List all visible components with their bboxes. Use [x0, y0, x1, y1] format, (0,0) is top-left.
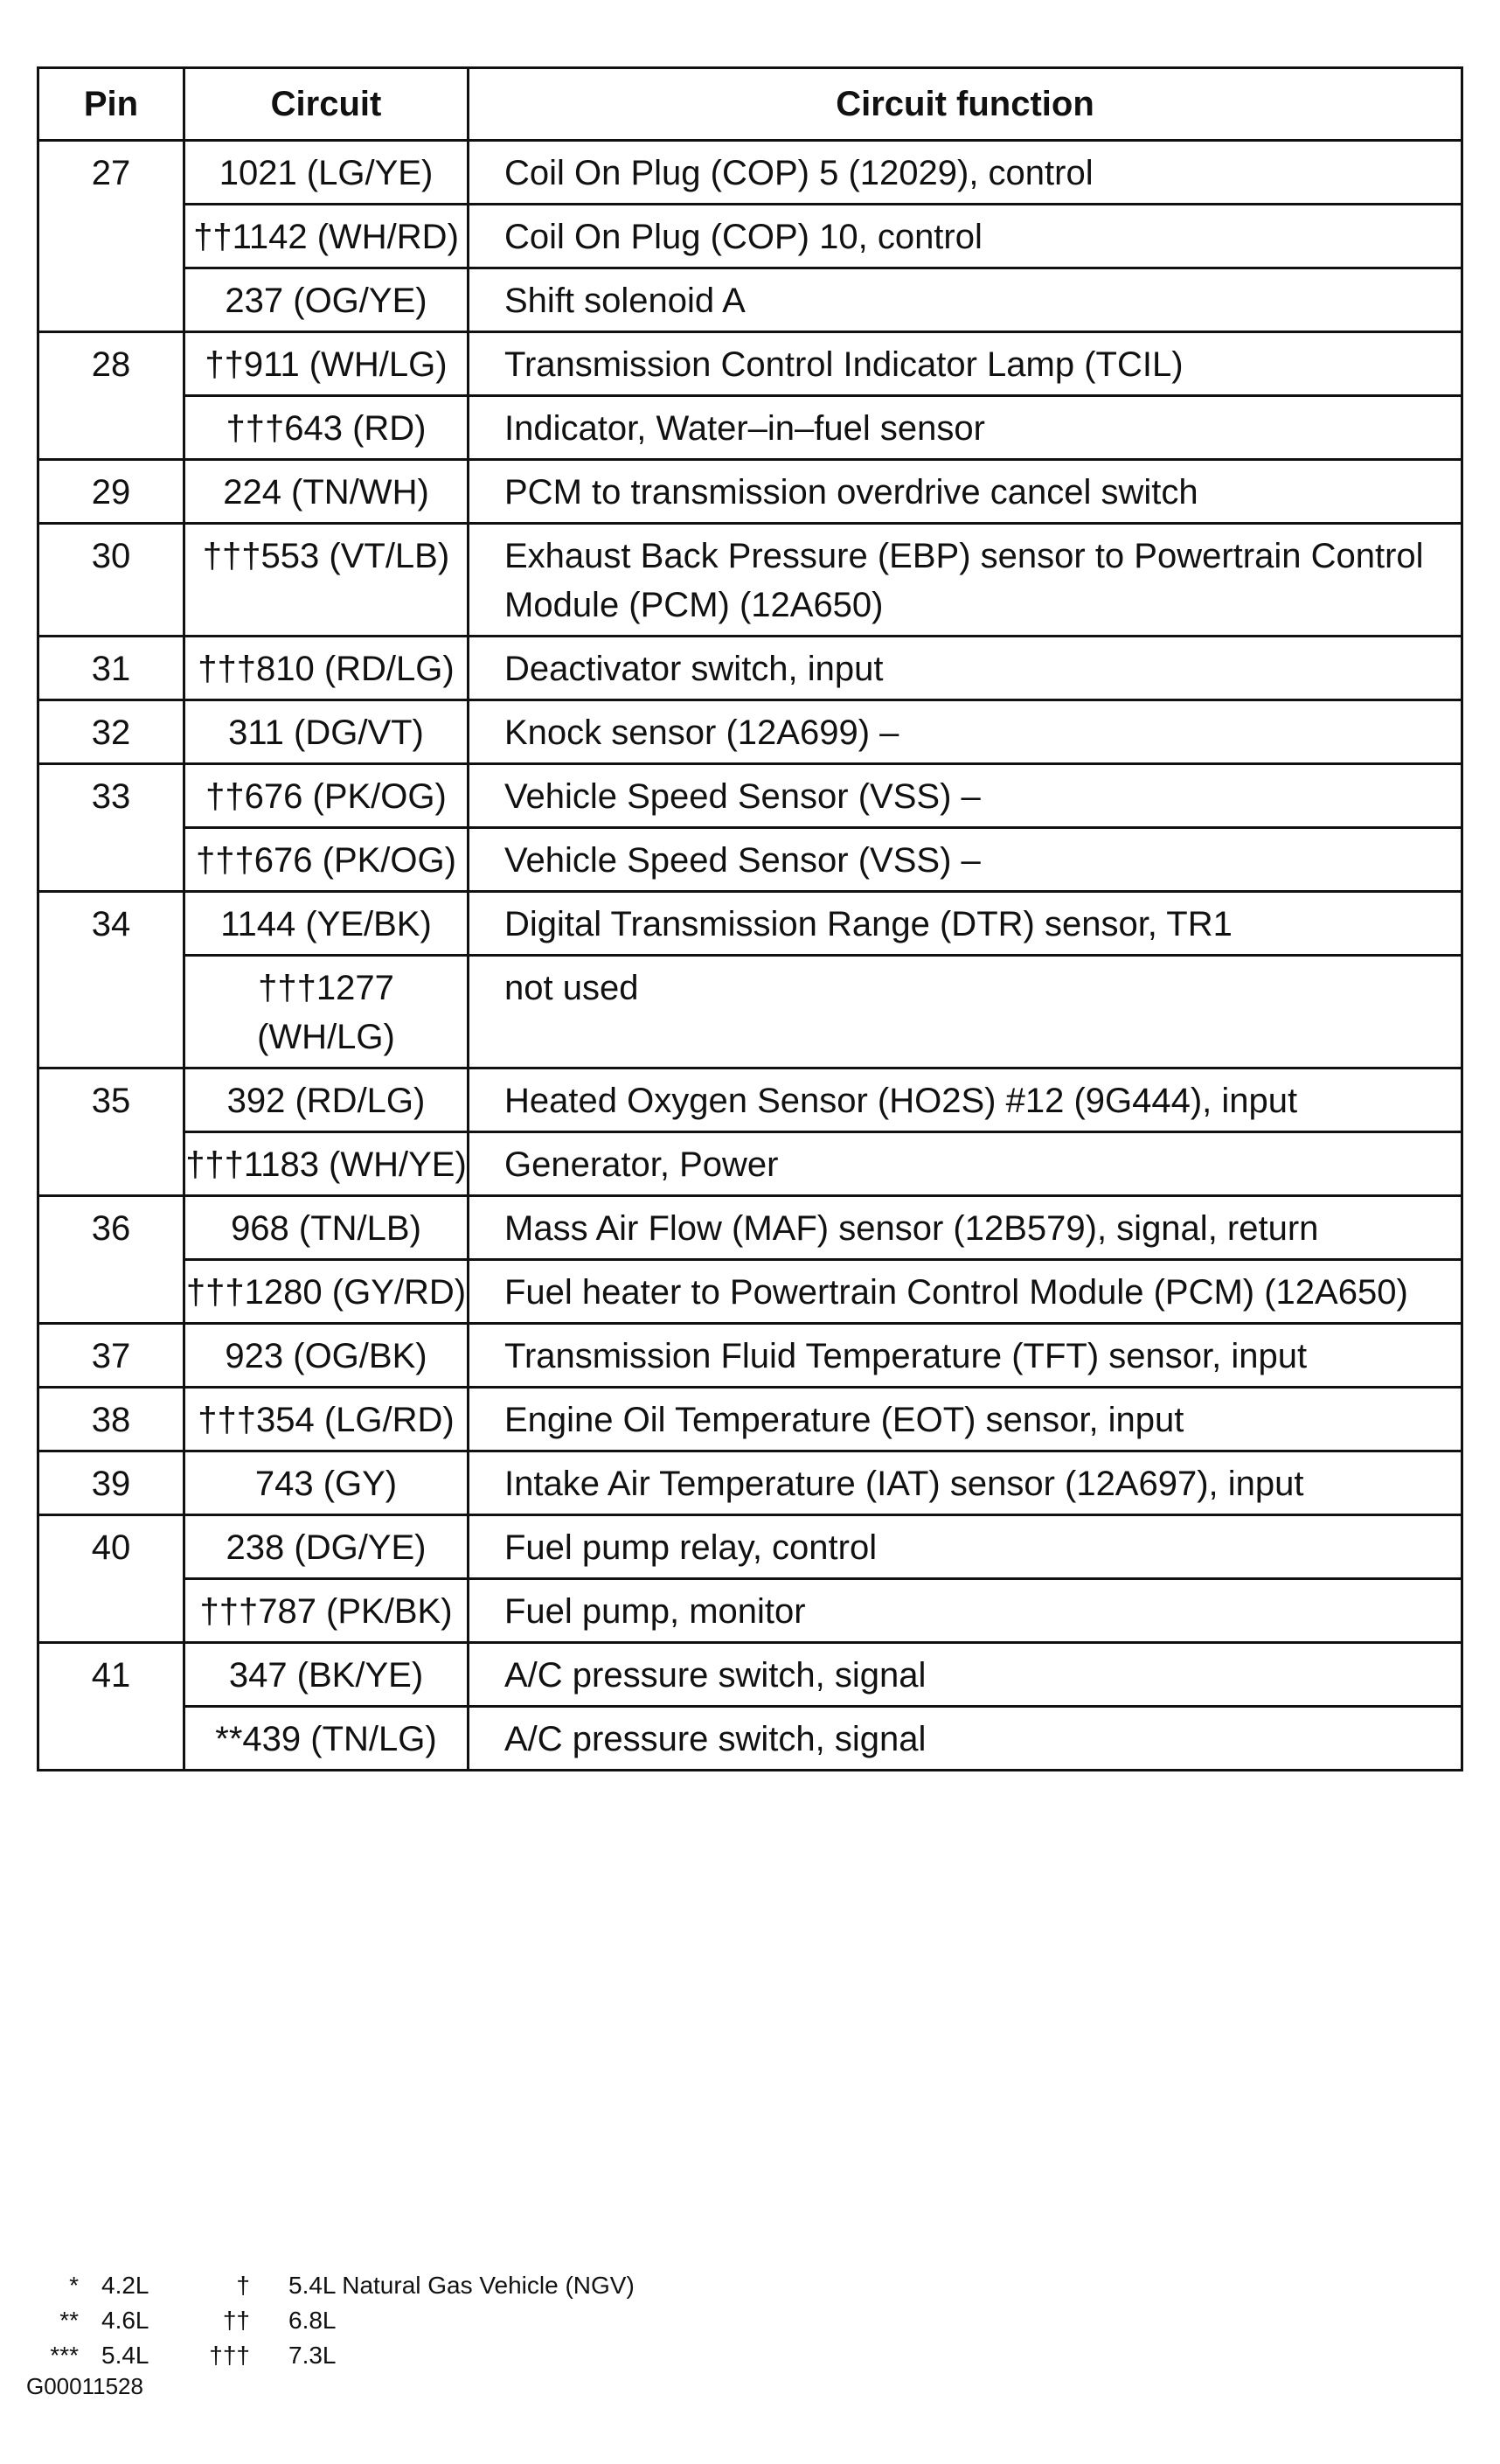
footnote-symbol: †	[236, 2272, 250, 2299]
circuit-cell: 923 (OG/BK)	[184, 1324, 469, 1388]
pin-cell	[38, 956, 184, 1068]
circuit-function-cell: Coil On Plug (COP) 10, control	[469, 205, 1462, 268]
pin-cell: 37	[38, 1324, 184, 1388]
circuit-function-cell: A/C pressure switch, signal	[469, 1707, 1462, 1771]
circuit-function-cell: Vehicle Speed Sensor (VSS) –	[469, 828, 1462, 892]
table-row	[38, 1515, 1462, 1579]
figure-id: G00011528	[26, 2373, 143, 2399]
footnote-symbol: *	[69, 2272, 79, 2299]
pin-cell	[38, 396, 184, 460]
pin-cell	[38, 268, 184, 332]
circuit-cell: 237 (OG/YE)	[184, 268, 469, 332]
table-row	[38, 828, 1462, 892]
circuit-function-cell: Engine Oil Temperature (EOT) sensor, input	[469, 1388, 1462, 1451]
table-row	[38, 1451, 1462, 1515]
table-row	[38, 1707, 1462, 1771]
circuit-cell: 224 (TN/WH)	[184, 460, 469, 524]
footnote-text: 5.4L	[101, 2342, 149, 2369]
pin-cell: 30	[38, 524, 184, 637]
table-row	[38, 1068, 1462, 1132]
circuit-cell: †††1183 (WH/YE)	[184, 1132, 469, 1196]
circuit-cell: †††787 (PK/BK)	[184, 1579, 469, 1643]
pin-cell: 32	[38, 700, 184, 764]
pin-cell: 27	[38, 141, 184, 205]
circuit-cell: 392 (RD/LG)	[184, 1068, 469, 1132]
pin-cell: 28	[38, 332, 184, 396]
circuit-cell: 1144 (YE/BK)	[184, 892, 469, 956]
pin-cell	[38, 1579, 184, 1643]
table-row	[38, 700, 1462, 764]
circuit-function-cell: Vehicle Speed Sensor (VSS) –	[469, 764, 1462, 828]
footnote-text: 4.2L	[101, 2272, 149, 2299]
pin-cell	[38, 828, 184, 892]
circuit-cell: ††1142 (WH/RD)	[184, 205, 469, 268]
circuit-cell: ††911 (WH/LG)	[184, 332, 469, 396]
footnote-symbol: ††	[222, 2307, 250, 2334]
circuit-cell: 238 (DG/YE)	[184, 1515, 469, 1579]
pin-cell: 40	[38, 1515, 184, 1579]
table-row	[38, 1196, 1462, 1260]
table-row	[38, 892, 1462, 956]
table-row	[38, 1324, 1462, 1388]
circuit-function-cell: Shift solenoid A	[469, 268, 1462, 332]
table-row	[38, 1579, 1462, 1643]
pin-cell	[38, 1707, 184, 1771]
circuit-function-cell: Fuel pump relay, control	[469, 1515, 1462, 1579]
pin-cell: 33	[38, 764, 184, 828]
table-row	[38, 205, 1462, 268]
pin-cell: 39	[38, 1451, 184, 1515]
table-row	[38, 956, 1462, 1068]
footnote-text: 6.8L	[288, 2307, 337, 2334]
header-circuit: Circuit	[184, 68, 469, 141]
footnote-symbol: ***	[50, 2342, 79, 2369]
table-row	[38, 460, 1462, 524]
footnote-text: 4.6L	[101, 2307, 149, 2334]
circuit-cell: 1021 (LG/YE)	[184, 141, 469, 205]
circuit-cell: ††676 (PK/OG)	[184, 764, 469, 828]
table-row	[38, 1643, 1462, 1707]
circuit-function-cell: Indicator, Water–in–fuel sensor	[469, 396, 1462, 460]
table-row	[38, 1132, 1462, 1196]
circuit-function-cell: Fuel pump, monitor	[469, 1579, 1462, 1643]
header-circuit-function: Circuit function	[469, 68, 1462, 141]
table-row	[38, 524, 1462, 637]
pin-cell: 36	[38, 1196, 184, 1260]
pin-cell	[38, 1260, 184, 1324]
circuit-function-cell: PCM to transmission overdrive cancel switch	[469, 460, 1462, 524]
circuit-function-cell: Transmission Fluid Temperature (TFT) sensor, input	[469, 1324, 1462, 1388]
circuit-function-cell: A/C pressure switch, signal	[469, 1643, 1462, 1707]
pin-cell	[38, 1132, 184, 1196]
circuit-function-cell: Fuel heater to Powertrain Control Module (PCM) (12A650)	[469, 1260, 1462, 1324]
table-row	[38, 268, 1462, 332]
circuit-cell: †††643 (RD)	[184, 396, 469, 460]
circuit-cell: †††676 (PK/OG)	[184, 828, 469, 892]
circuit-function-cell: Exhaust Back Pressure (EBP) sensor to Powertrain Control Module (PCM) (12A650)	[469, 524, 1462, 637]
circuit-cell: †††553 (VT/LB)	[184, 524, 469, 637]
table-row	[38, 1260, 1462, 1324]
pin-cell: 29	[38, 460, 184, 524]
circuit-cell: 743 (GY)	[184, 1451, 469, 1515]
circuit-function-cell: Mass Air Flow (MAF) sensor (12B579), signal, return	[469, 1196, 1462, 1260]
pin-cell: 34	[38, 892, 184, 956]
circuit-cell: †††354 (LG/RD)	[184, 1388, 469, 1451]
pin-cell: 35	[38, 1068, 184, 1132]
circuit-cell: **439 (TN/LG)	[184, 1707, 469, 1771]
footnote-text: 5.4L Natural Gas Vehicle (NGV)	[288, 2272, 635, 2299]
table-row	[38, 764, 1462, 828]
circuit-cell: †††810 (RD/LG)	[184, 637, 469, 700]
footnote-text: 7.3L	[288, 2342, 337, 2369]
footnote-symbol: †††	[209, 2342, 250, 2369]
circuit-function-cell: Knock sensor (12A699) –	[469, 700, 1462, 764]
circuit-function-cell: Intake Air Temperature (IAT) sensor (12A697), input	[469, 1451, 1462, 1515]
circuit-function-cell: not used	[469, 956, 1462, 1068]
circuit-cell: 311 (DG/VT)	[184, 700, 469, 764]
circuit-function-cell: Generator, Power	[469, 1132, 1462, 1196]
table-row	[38, 1388, 1462, 1451]
circuit-cell: 968 (TN/LB)	[184, 1196, 469, 1260]
header-pin: Pin	[38, 68, 184, 141]
circuit-function-cell: Coil On Plug (COP) 5 (12029), control	[469, 141, 1462, 205]
circuit-cell: 347 (BK/YE)	[184, 1643, 469, 1707]
circuit-cell: †††1280 (GY/RD)	[184, 1260, 469, 1324]
pin-circuit-table	[37, 66, 1463, 1771]
circuit-function-cell: Transmission Control Indicator Lamp (TCIL)	[469, 332, 1462, 396]
pin-cell	[38, 205, 184, 268]
table-row	[38, 637, 1462, 700]
pin-cell: 41	[38, 1643, 184, 1707]
footnote-symbol: **	[59, 2307, 79, 2334]
circuit-function-cell: Deactivator switch, input	[469, 637, 1462, 700]
table-row	[38, 396, 1462, 460]
table-row	[38, 332, 1462, 396]
pin-cell: 38	[38, 1388, 184, 1451]
table-header-row	[38, 68, 1462, 141]
circuit-cell: †††1277 (WH/LG)	[184, 956, 469, 1068]
circuit-function-cell: Digital Transmission Range (DTR) sensor, TR1	[469, 892, 1462, 956]
pin-cell: 31	[38, 637, 184, 700]
table-row	[38, 141, 1462, 205]
circuit-function-cell: Heated Oxygen Sensor (HO2S) #12 (9G444), input	[469, 1068, 1462, 1132]
